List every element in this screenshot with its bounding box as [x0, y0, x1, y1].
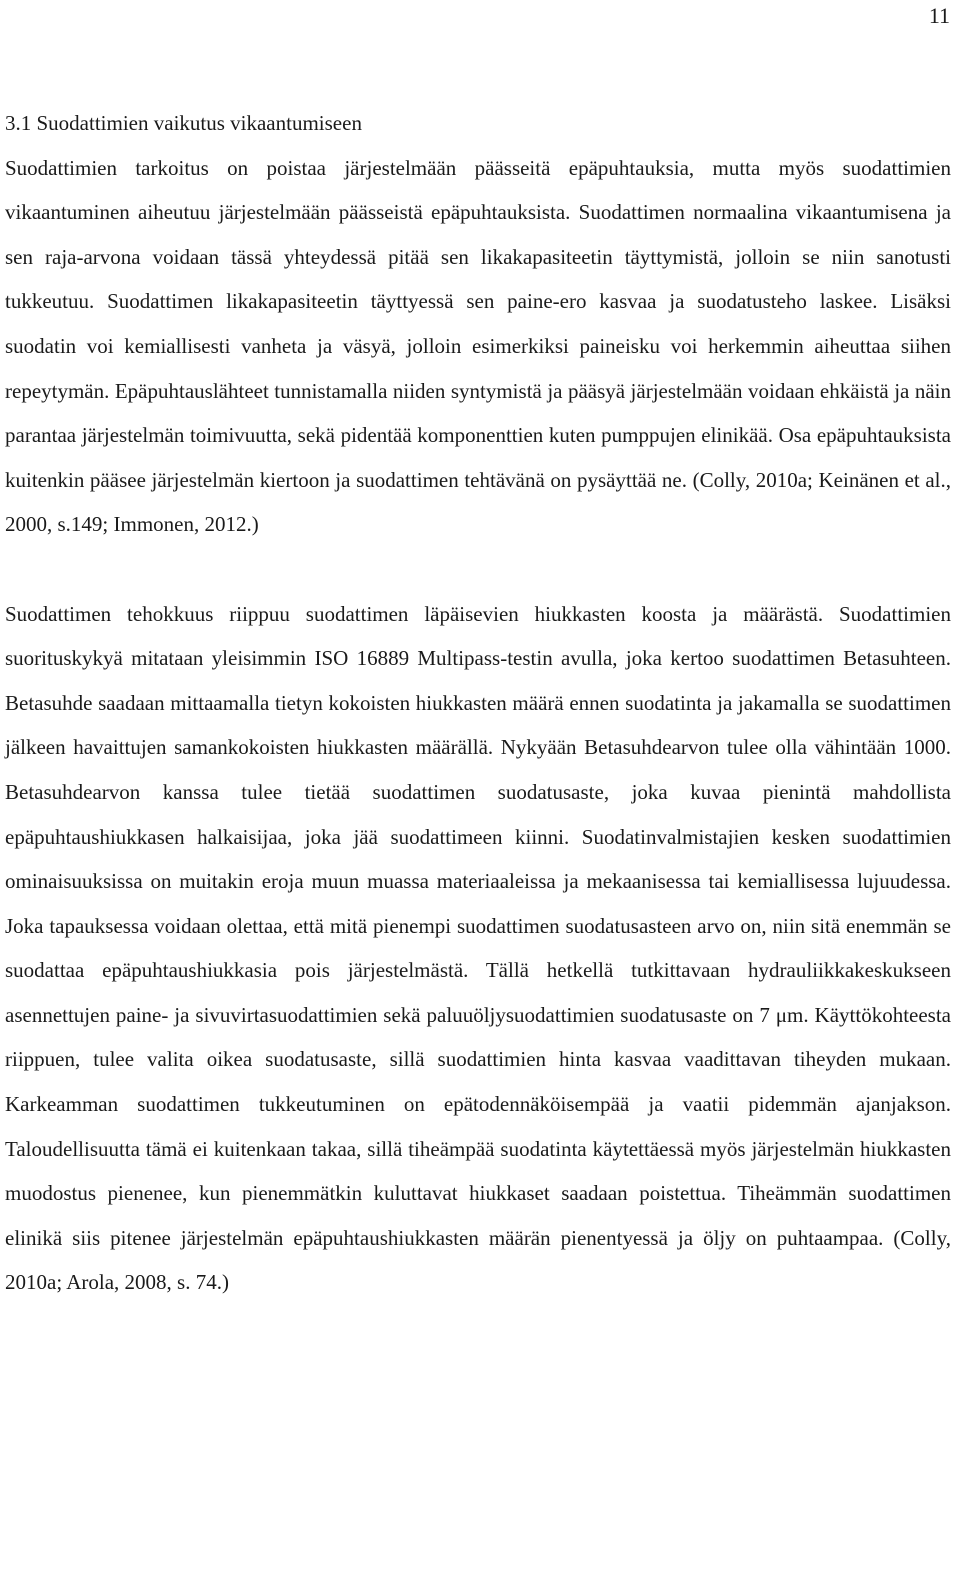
- page-number: 11: [928, 3, 950, 28]
- document-body: [5, 101, 951, 1305]
- section-heading: 3.1 Suodattimien vaikutus vikaantumiseen: [5, 111, 362, 135]
- paragraph-filter-efficiency: Suodattimen tehokkuus riippuu suodattimen läpäisevien hiukkasten koosta ja määrästä. Suodattimien suorituskykyä mitataan yleisimmin ISO 16889 Multipass-testin avulla, joka kertoo suodattimen Betasuhteen. Betasuhde saadaan mittaamalla tietyn kokoisten hiukkasten määrä ennen suodatinta ja jakamalla se suodattimen jälkeen havaittujen samankokoisten hiukkasten määrällä. Nykyään Betasuhdearvon tulee olla vähintään 1000. Betasuhdearvon kanssa tulee tietää suodattimen suodatusaste, joka kuvaa pienintä mahdollista epäpuhtaushiukkasen halkaisijaa, joka jää suodattimeen kiinni. Suodatinvalmistajien kesken suodattimien ominaisuuksissa on muitakin eroja muun muassa materiaaleissa ja mekaanisessa tai kemiallisessa lujuudessa. Joka tapauksessa voidaan olettaa, että mitä pienempi suodattimen suodatusasteen arvo on, niin sitä enemmän se suodattaa epäpuhtaushiukkasia pois järjestelmästä. Tällä hetkellä tutkittavaan hydrauliikkakeskukseen asennettujen paine- ja sivuvirtasuodattimien sekä paluuöljysuodattimien suodatusaste on 7 μm. Käyttökohteesta riippuen, tulee valita oikea suodatusaste, sillä suodattimien hinta kasvaa vaadittavan tiheyden mukaan. Karkeamman suodattimen tukkeutuminen on epätodennäköisempää ja vaatii pidemmän ajanjakson. Taloudellisuutta tämä ei kuitenkaan takaa, sillä tiheämpää suodatinta käytettäessä myös järjestelmän hiukkasten muodostus pienenee, kun pienemmätkin kuluttavat hiukkaset saadaan poistettua. Tiheämmän suodattimen elinikä siis pitenee järjestelmän epäpuhtaushiukkasten määrän pienentyessä ja öljy on puhtaampaa. (Colly, 2010a; Arola, 2008, s. 74.): [5, 601, 951, 1295]
- paragraph-spacer: [5, 547, 951, 592]
- paragraph-filters-failure: Suodattimien tarkoitus on poistaa järjestelmään päässeitä epäpuhtauksia, mutta myös suodattimien vikaantuminen aiheutuu järjestelmään päässeistä epäpuhtauksista. Suodattimen normaalina vikaantumisena ja sen raja-arvona voidaan tässä yhteydessä pitää sen likakapasiteetin täyttymistä, jolloin se niin sanotusti tukkeutuu. Suodattimen likakapasiteetin täyttyessä sen paine-ero kasvaa ja suodatusteho laskee. Lisäksi suodatin voi kemiallisesti vanheta ja väsyä, jolloin esimerkiksi paineisku voi herkemmin aiheuttaa siihen repeytymän. Epäpuhtauslähteet tunnistamalla niiden syntymistä ja pääsyä järjestelmään voidaan ehkäistä ja näin parantaa järjestelmän toimivuutta, sekä pidentää komponenttien kuten pumppujen elinikää. Osa epäpuhtauksista kuitenkin pääsee järjestelmän kiertoon ja suodattimen tehtävänä on pysäyttää ne. (Colly, 2010a; Keinänen et al., 2000, s.149; Immonen, 2012.): [5, 155, 951, 537]
